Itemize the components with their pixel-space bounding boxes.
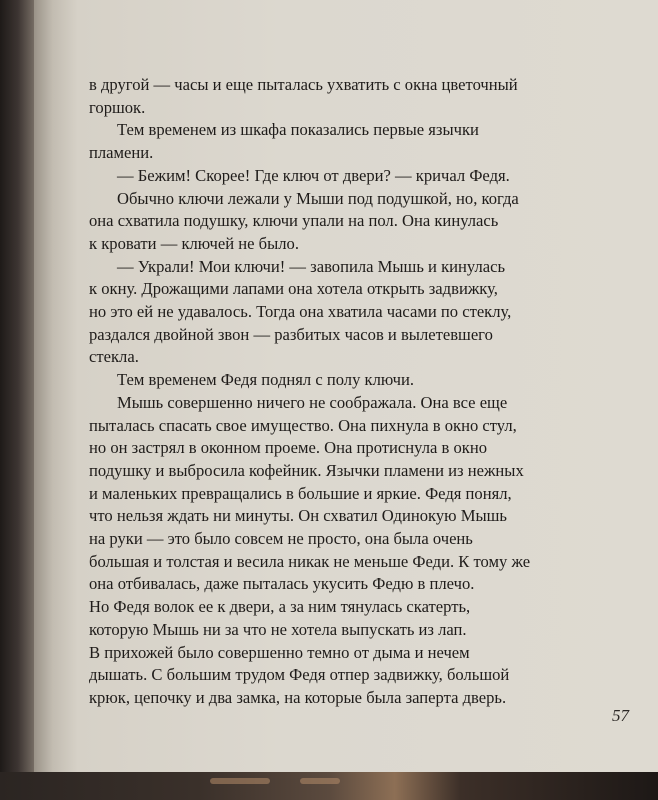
text-line: Обычно ключи лежали у Мыши под подушкой, но, когда xyxy=(117,188,519,208)
text-line: крюк, цепочку и два замка, на которые была заперта дверь. xyxy=(89,687,507,707)
text-line: которую Мышь ни за что не хотела выпускать из лап. xyxy=(89,619,467,639)
book-page xyxy=(34,0,658,772)
text-line: — Украли! Мои ключи! — завопила Мышь и кинулась xyxy=(117,256,506,276)
text-line: Тем временем из шкафа показались первые язычки xyxy=(117,120,479,140)
text-line: и маленьких превращались в большие и яркие. Федя понял, xyxy=(89,483,512,503)
text-line: Тем временем Федя поднял с полу ключи. xyxy=(117,370,415,390)
text-line: большая и толстая и весила никак не меньше Феди. К тому же xyxy=(89,551,531,571)
text-line: но он застрял в оконном проеме. Она протиснула в окно xyxy=(89,438,488,458)
text-line: дышать. С большим трудом Федя отпер задвижку, большой xyxy=(89,665,510,685)
text-line: раздался двойной звон — разбитых часов и вылетевшего xyxy=(89,324,493,344)
text-line: она отбивалась, даже пыталась укусить Федю в плечо. xyxy=(89,574,475,594)
text-line: — Бежим! Скорее! Где ключ от двери? — кричал Федя. xyxy=(117,165,510,185)
book-bottom-edge xyxy=(0,772,658,800)
edge-detail xyxy=(210,778,270,784)
text-line: она схватила подушку, ключи упали на пол. Она кинулась xyxy=(89,211,499,231)
text-line: на руки — это было совсем не просто, она была очень xyxy=(89,529,473,549)
text-line: что нельзя ждать ни минуты. Он схватил Одинокую Мышь xyxy=(89,506,507,526)
text-line: горшок. xyxy=(89,97,146,117)
text-line: В прихожей было совершенно темно от дыма и нечем xyxy=(89,642,470,662)
page-number: 57 xyxy=(612,706,629,725)
text-line: пламени. xyxy=(89,143,154,163)
text-line: пыталась спасать свое имущество. Она пихнула в окно стул, xyxy=(89,415,517,435)
text-line: Но Федя волок ее к двери, а за ним тянулась скатерть, xyxy=(89,597,471,617)
text-line: стекла. xyxy=(89,347,139,367)
text-line: подушку и выбросила кофейник. Язычки пламени из нежных xyxy=(89,460,524,480)
edge-detail xyxy=(300,778,340,784)
text-line: но это ей не удавалось. Тогда она хватила часами по стеклу, xyxy=(89,302,512,322)
page-body-text xyxy=(89,74,637,710)
text-line: к окну. Дрожащими лапами она хотела открыть задвижку, xyxy=(89,279,498,299)
text-line: в другой — часы и еще пыталась ухватить с окна цветочный xyxy=(89,75,518,94)
text-line: к кровати — ключей не было. xyxy=(89,233,299,253)
text-line: Мышь совершенно ничего не соображала. Она все еще xyxy=(117,392,508,412)
